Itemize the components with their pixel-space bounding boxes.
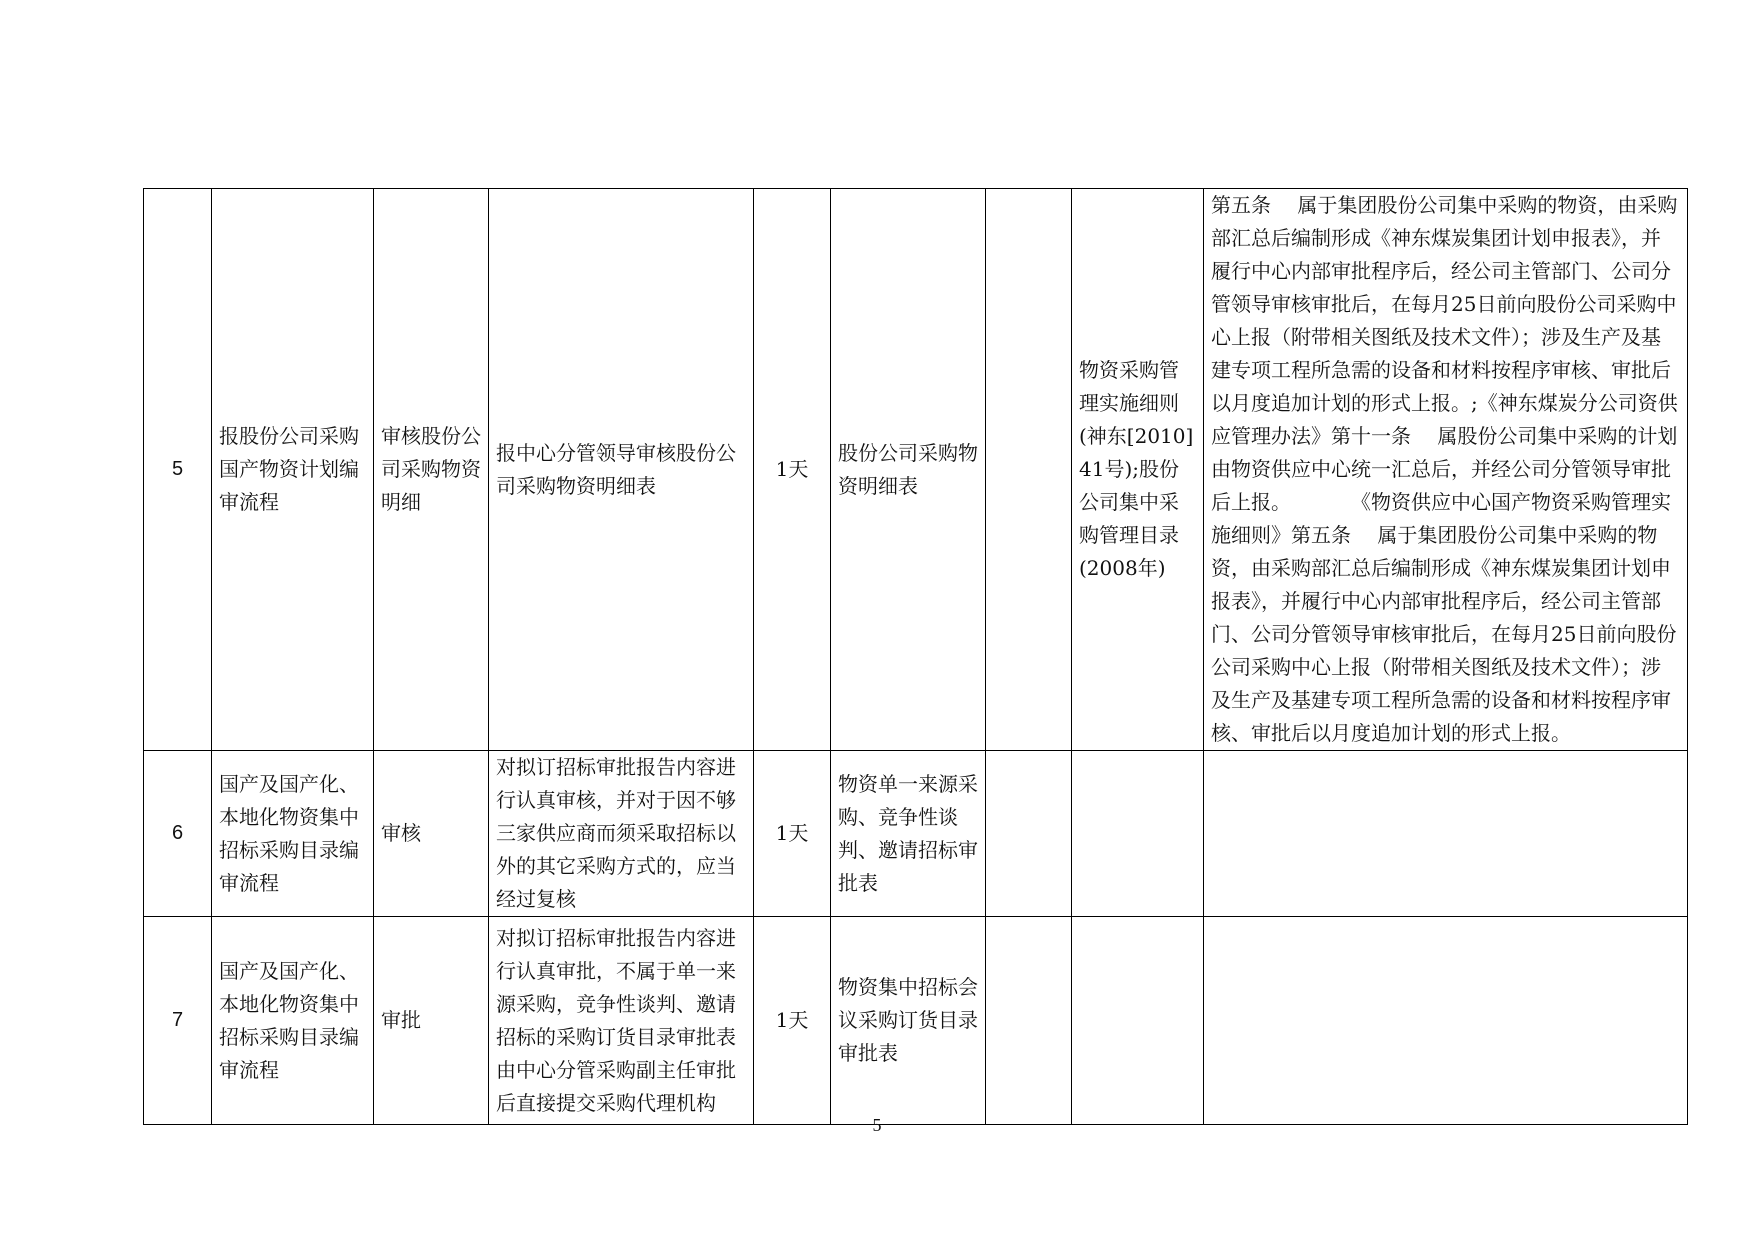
document-cell: 物资集中招标会议采购订货目录审批表 [831, 917, 986, 1125]
page-number: 5 [872, 1115, 882, 1135]
description-cell: 对拟订招标审批报告内容进行认真审核，并对于因不够三家供应商而须采取招标以外的其它采购方式的，应当经过复核 [489, 751, 754, 917]
extra-cell [986, 189, 1072, 751]
row-number: 6 [144, 751, 212, 917]
action-cell: 审批 [374, 917, 489, 1125]
procedure-table [143, 188, 1688, 1125]
duration-cell: 1天 [754, 189, 831, 751]
process-name-cell: 报股份公司采购国产物资计划编审流程 [212, 189, 374, 751]
row-number: 7 [144, 917, 212, 1125]
document-cell: 股份公司采购物资明细表 [831, 189, 986, 751]
regulation-cell: 物资采购管理实施细则(神东[2010]41号);股份公司集中采购管理目录(2008年) [1072, 189, 1204, 751]
regulation-cell [1072, 751, 1204, 917]
duration-cell: 1天 [754, 917, 831, 1125]
row-number: 5 [144, 189, 212, 751]
document-cell: 物资单一来源采购、竞争性谈判、邀请招标审批表 [831, 751, 986, 917]
table-row [144, 751, 1688, 917]
table-row [144, 189, 1688, 751]
basis-cell [1204, 751, 1688, 917]
table-row [144, 917, 1688, 1125]
extra-cell [986, 751, 1072, 917]
extra-cell [986, 917, 1072, 1125]
description-cell: 报中心分管领导审核股份公司采购物资明细表 [489, 189, 754, 751]
process-name-cell: 国产及国产化、本地化物资集中招标采购目录编审流程 [212, 917, 374, 1125]
duration-cell: 1天 [754, 751, 831, 917]
process-name-cell: 国产及国产化、本地化物资集中招标采购目录编审流程 [212, 751, 374, 917]
basis-text: 第五条 属于集团股份公司集中采购的物资，由采购部汇总后编制形成《神东煤炭集团计划申报表》，并履行中心内部审批程序后，经公司主管部门、公司分管领导审核审批后，在每月25日前向股份公司采购中心上报（附带相关图纸及技术文件）；涉及生产及基建专项工程所急需的设备和材料按程序审核、审批后以月度追加计划的形式上报。;《神东煤炭分公司资供应管理办法》第十一条 属股份公司集中采购的计划由物资供应中心统一汇总后，并经公司分管领导审批后上报。 《物资供应中心国产物资采购管理实施细则》第五条 属于集团股份公司集中采购的物资，由采购部汇总后编制形成《神东煤炭集团计划申报表》，并履行中心内部审批程序后，经公司主管部门、公司分管领导审核审批后，在每月25日前向股份公司采购中心上报（附带相关图纸及技术文件）；涉及生产及基建专项工程所急需的设备和材料按程序审核、审批后以月度追加计划的形式上报。 [1211, 193, 1678, 745]
basis-cell [1204, 189, 1688, 751]
action-cell: 审核股份公司采购物资明细 [374, 189, 489, 751]
action-cell: 审核 [374, 751, 489, 917]
regulation-cell [1072, 917, 1204, 1125]
description-cell: 对拟订招标审批报告内容进行认真审批，不属于单一来源采购，竞争性谈判、邀请招标的采购订货目录审批表由中心分管采购副主任审批后直接提交采购代理机构 [489, 917, 754, 1125]
basis-cell [1204, 917, 1688, 1125]
